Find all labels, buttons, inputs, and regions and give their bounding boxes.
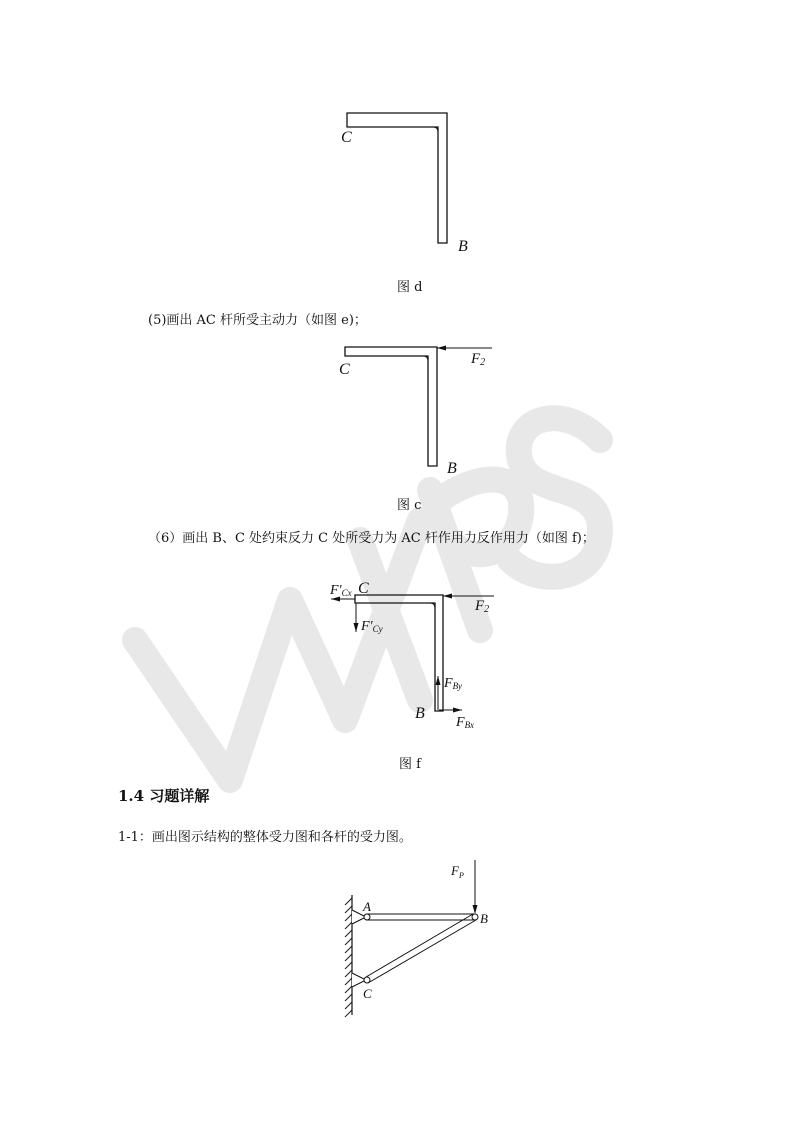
figure-f-force-fcy: F′Cy	[361, 619, 383, 634]
figure-structure-label-a: A	[363, 899, 371, 914]
section-heading: 1.4 习题详解	[118, 787, 210, 805]
figure-structure-label-b: B	[480, 911, 488, 926]
figure-f-label-b: B	[415, 705, 425, 722]
figure-f-force-f2: F2	[475, 598, 490, 615]
figure-e-label-c: C	[339, 361, 350, 378]
figure-structure-force-fp: $F_P$	[451, 863, 464, 880]
figure-f-label-c: C	[358, 580, 369, 597]
figure-f-force-fbx: FBx	[456, 715, 475, 730]
figure-e-caption: 图 c	[397, 498, 422, 513]
figure-d-label-c: C	[341, 129, 352, 146]
paragraph-step-6: （6）画出 B、C 处约束反力 C 处所受力为 AC 杆作用力反作用力（如图 f)；	[148, 531, 595, 546]
figure-f-caption: 图 f	[399, 757, 421, 772]
paragraph-step-5: (5)画出 AC 杆所受主动力（如图 e)；	[148, 313, 367, 328]
figure-e-force-f2: F2	[471, 351, 486, 368]
figure-e-label-b: B	[447, 460, 457, 477]
figure-f-force-fby: FBy	[444, 676, 463, 691]
paragraph-problem-1-1: 1-1：画出图示结构的整体受力图和各杆的受力图。	[118, 830, 412, 845]
figure-d-label-b: B	[458, 238, 468, 255]
figure-d-caption: 图 d	[397, 280, 423, 295]
figure-f-force-fcx: F′Cx	[330, 583, 352, 598]
figure-structure-label-c: C	[363, 986, 372, 1001]
